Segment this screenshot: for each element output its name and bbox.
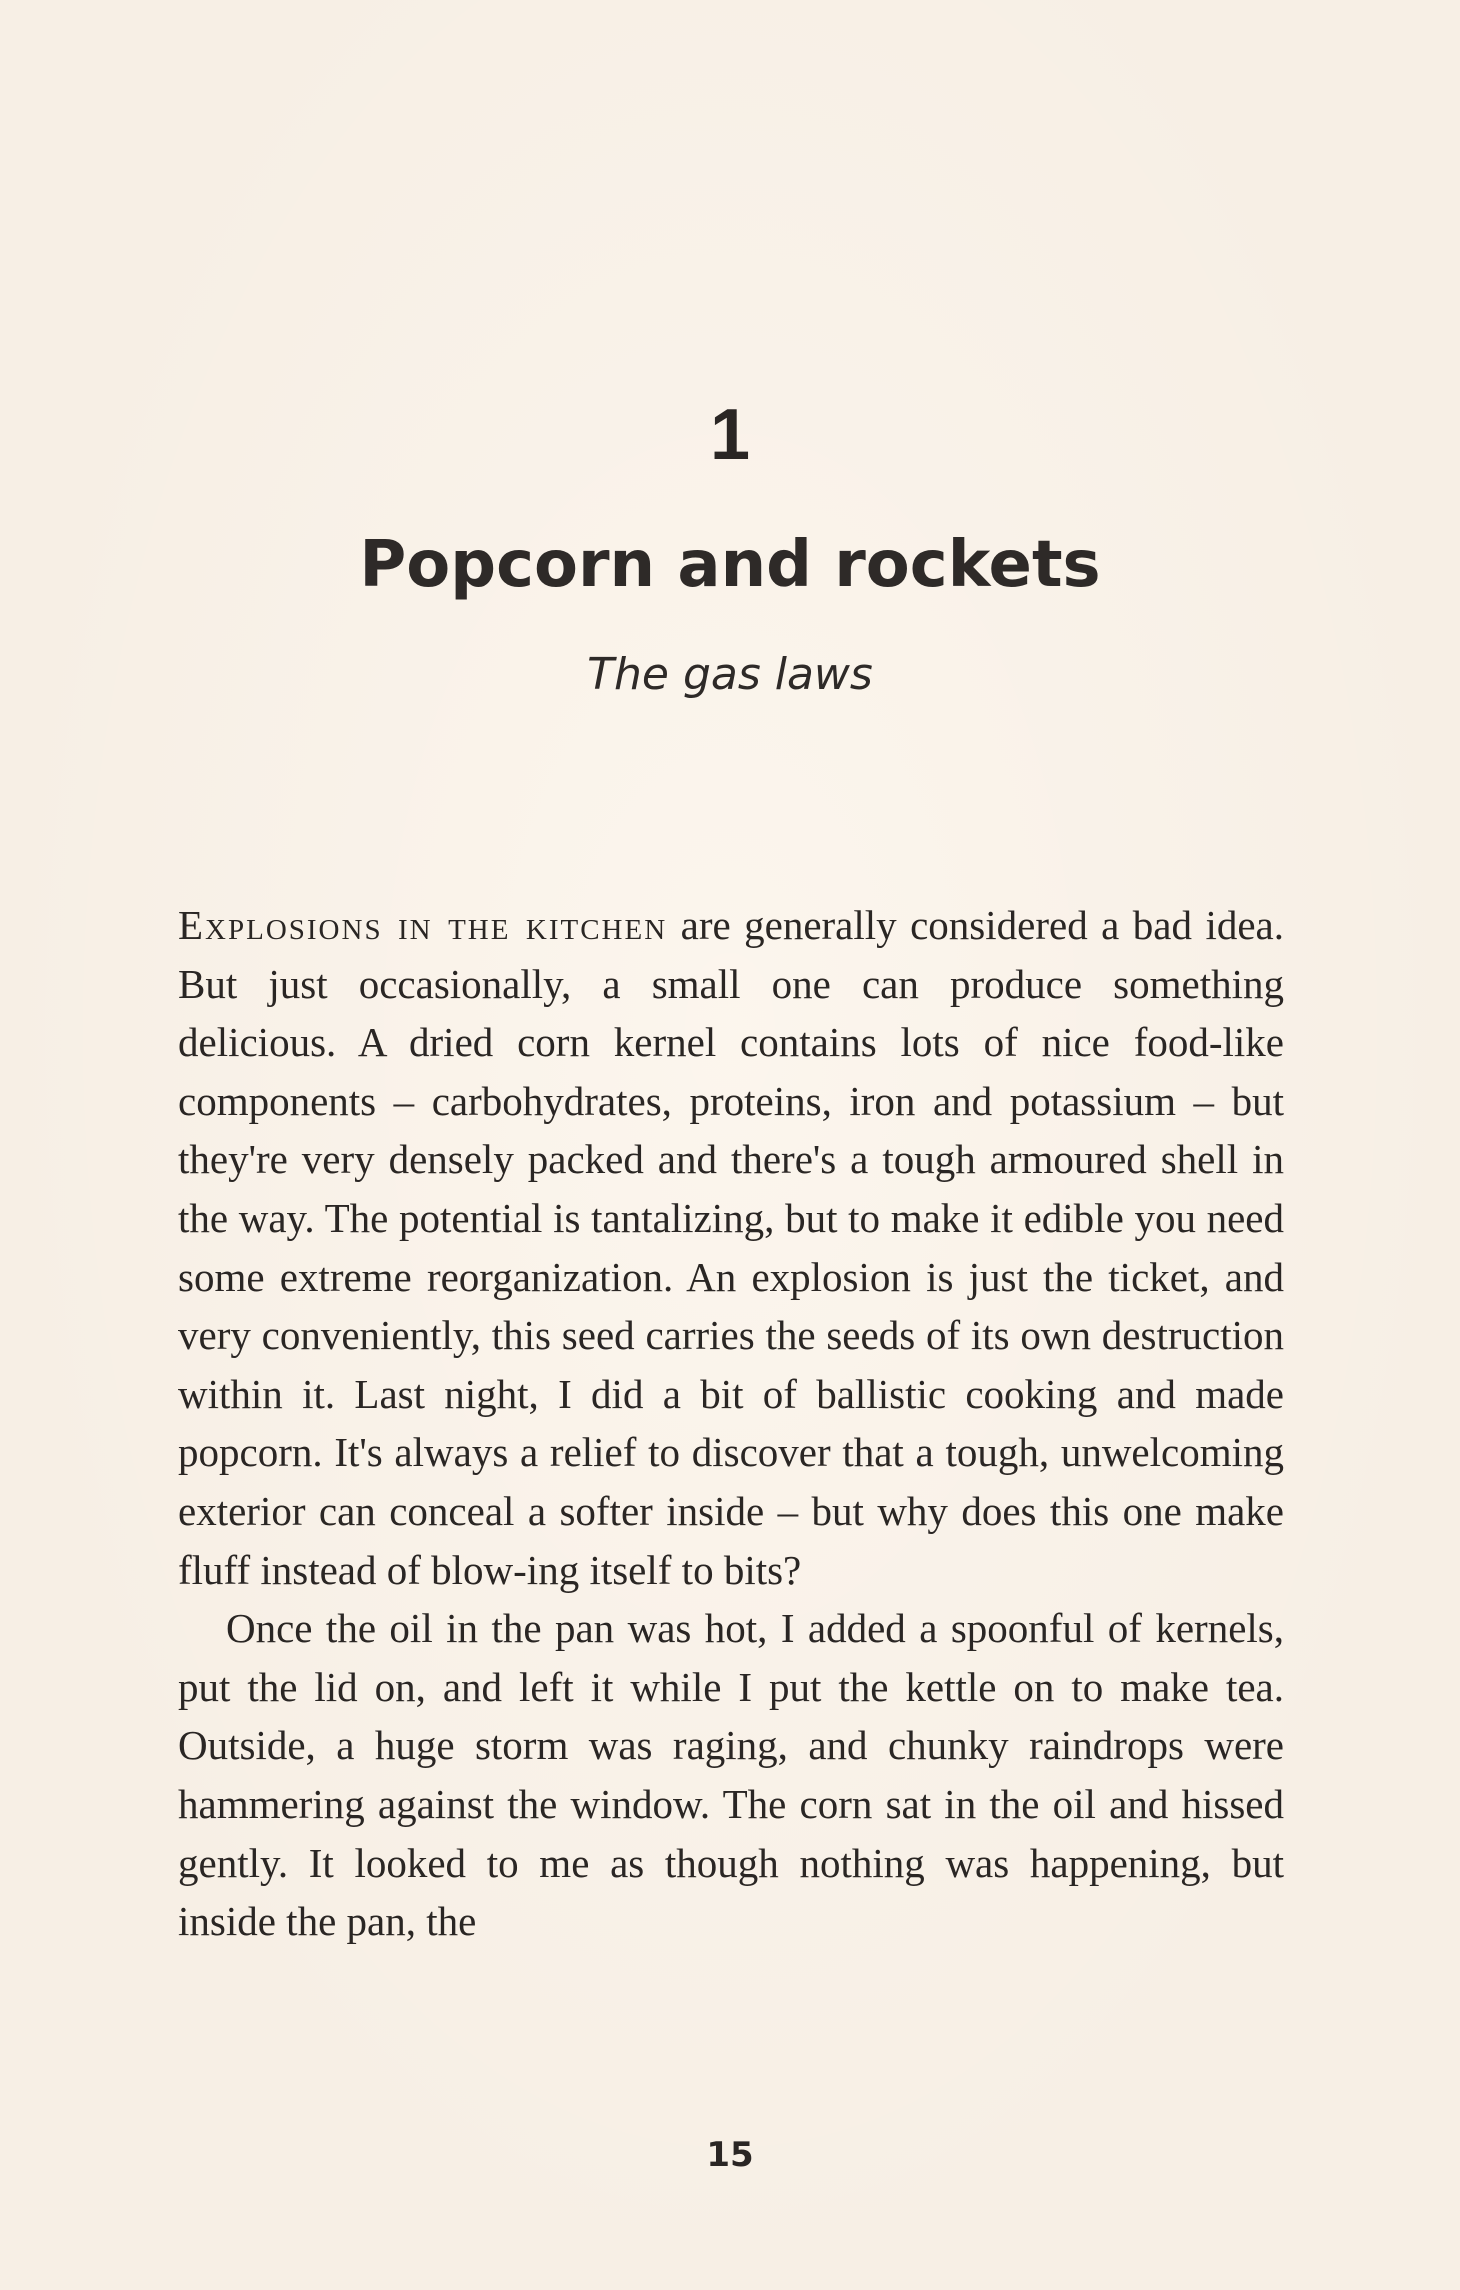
chapter-number: 1 [709,395,751,475]
page-number: 15 [706,2135,754,2175]
paragraph-2: Once the oil in the pan was hot, I added a spoonful of kernels, put the lid on, and left it while I put the kettle on to make tea. Outside, a huge storm was raging, and chunky raindrops were hammering against the window. The corn sat in the oil and hissed gently. It looked to me as though nothing was happening, but inside the pan, the [178,1605,1284,1945]
body-text [178,896,1284,1951]
paragraph-lead-in: Explosions in the kitchen [178,902,668,948]
paragraph-1 [178,896,1284,1599]
paragraph-1-text: are generally considered a bad idea. But just occasionally, a small one can produce something delicious. A dried corn kernel contains lots of nice food-like components – carbohydrates, proteins, iron and potassium – but they're very densely packed and there's a tough armoured shell in the way. The potential is tantalizing, but to make it edible you need some extreme reorganization. An explosion is just the ticket, and very conveniently, this seed carries the seeds of its own destruction within it. Last night, I did a bit of ballistic cooking and made popcorn. It's always a relief to discover that a tough, unwelcoming exterior can conceal a softer inside – but why does this one make fluff instead of blow-ing itself to bits? [178,902,1284,1593]
chapter-title: Popcorn and rockets [359,528,1101,602]
chapter-subtitle: The gas laws [587,649,873,700]
